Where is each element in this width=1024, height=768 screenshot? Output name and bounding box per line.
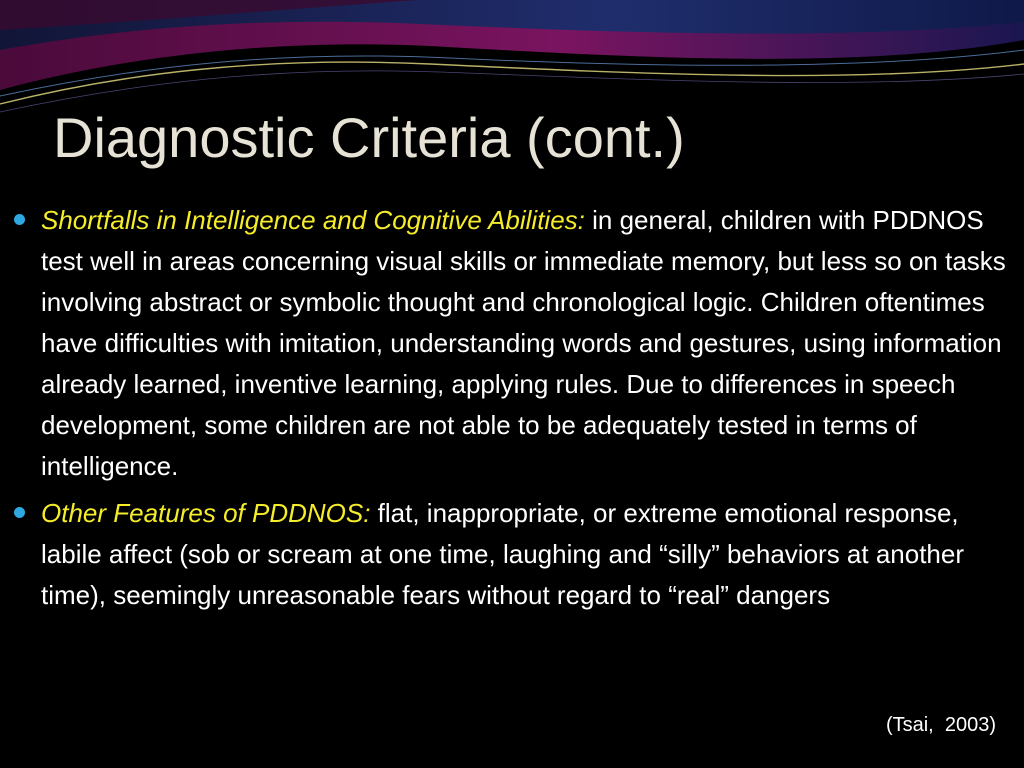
bullet-heading: Other Features of PDDNOS:	[41, 498, 371, 528]
slide-title: Diagnostic Criteria (cont.)	[53, 106, 685, 169]
citation: (Tsai, 2003)	[885, 714, 996, 736]
bullet-text: flat, inappropriate, or extreme emotional response, labile affect (sob or scream at one time, laughing and “silly” behaviors at another time), seemingly unreasonable fears without regard to “real” dangers	[41, 498, 965, 610]
bullet-icon	[14, 214, 25, 225]
bullet-item-other-features	[14, 493, 1014, 616]
bullet-list	[14, 200, 1014, 622]
bullet-text: in general, children with PDDNOS test well in areas concerning visual skills or immediate memory, but less so on tasks involving abstract or symbolic thought and chronological logic. Children oftentimes have difficulties with imitation, understanding words and gestures, using information already learned, inventive learning, applying rules. Due to differences in speech development, some children are not able to be adequately tested in terms of intelligence.	[41, 205, 1006, 481]
bullet-icon	[14, 507, 25, 518]
bullet-heading: Shortfalls in Intelligence and Cognitive Abilities:	[41, 205, 585, 235]
bullet-item-intelligence	[14, 200, 1014, 487]
